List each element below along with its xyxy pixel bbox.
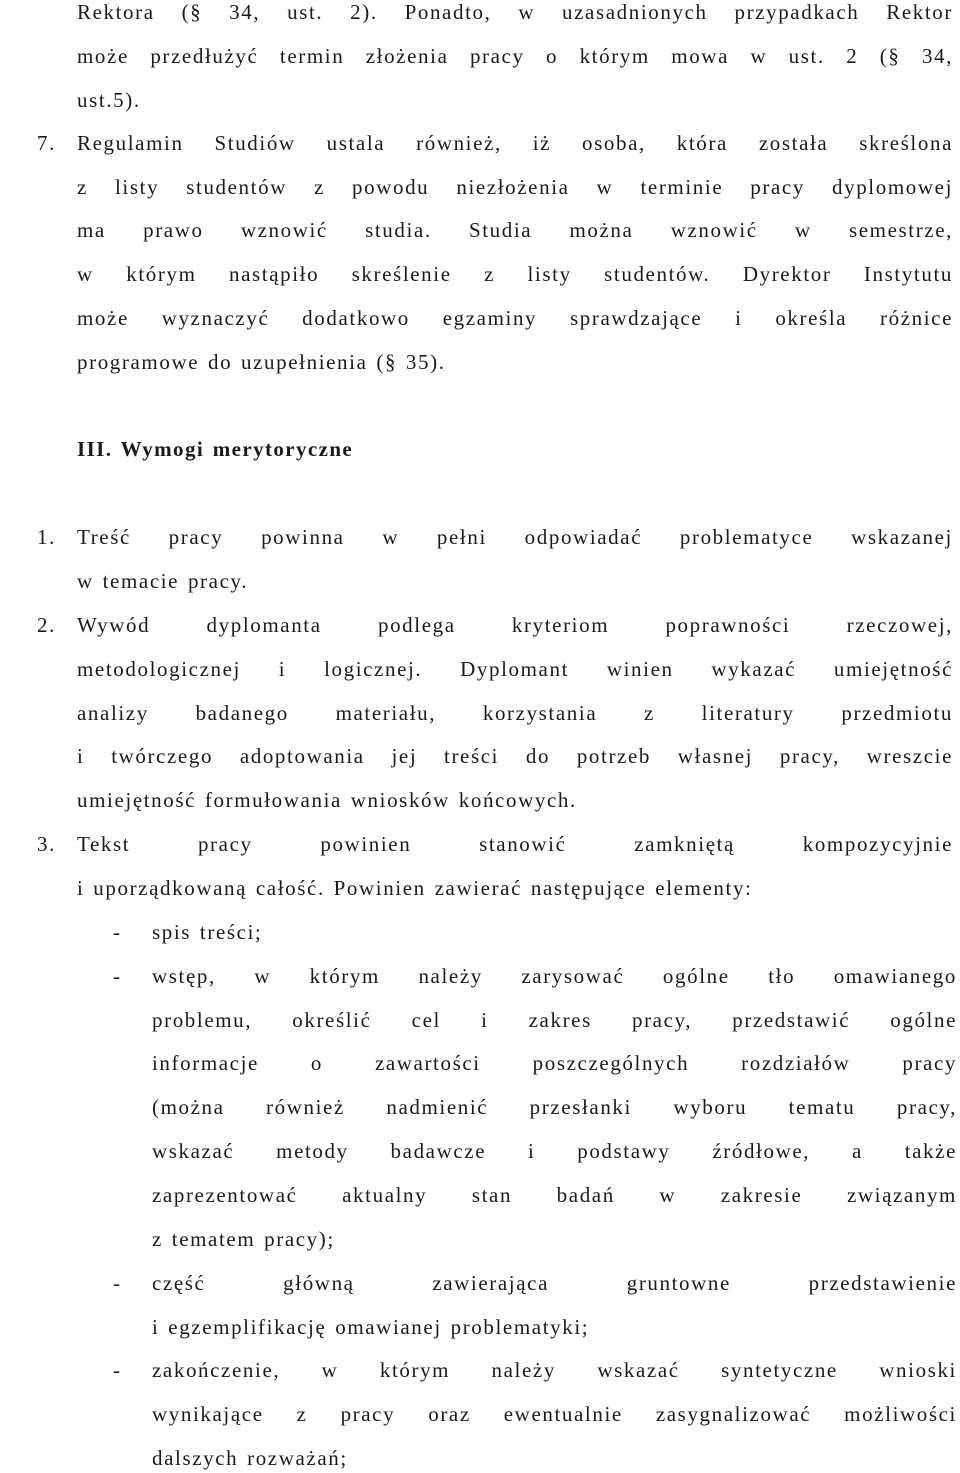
paragraph-line: i twórczego adoptowania jej treści do potrzeb własnej pracy, wreszcie [77, 744, 953, 768]
paragraph-line: spis treści; [152, 920, 263, 944]
paragraph-line: Wywód dyplomanta podlega kryteriom poprawności rzeczowej, [77, 613, 953, 637]
list-dash: - [113, 1271, 122, 1295]
paragraph-line: programowe do uzupełnienia (§ 35). [77, 350, 446, 374]
paragraph-line: metodologicznej i logicznej. Dyplomant winien wykazać umiejętność [77, 657, 953, 681]
paragraph-line: umiejętność formułowania wniosków końcowych. [77, 788, 577, 812]
paragraph-line: ma prawo wznowić studia. Studia można wznowić w semestrze, [77, 218, 953, 242]
paragraph-line: problemu, określić cel i zakres pracy, przedstawić ogólne [152, 1008, 957, 1032]
list-dash: - [113, 920, 122, 944]
paragraph-line: Regulamin Studiów ustala również, iż osoba, która została skreślona [77, 131, 953, 155]
list-dash: - [113, 1358, 122, 1382]
list-number: 2. [37, 613, 56, 637]
list-number: 3. [37, 832, 56, 856]
paragraph-line: (można również nadmienić przesłanki wyboru tematu pracy, [152, 1095, 957, 1119]
list-dash: - [113, 964, 122, 988]
paragraph-line: i uporządkowaną całość. Powinien zawierać następujące elementy: [77, 876, 753, 900]
paragraph-line: może przedłużyć termin złożenia pracy o którym mowa w ust. 2 (§ 34, [77, 44, 953, 68]
paragraph-line: analizy badanego materiału, korzystania z literatury przedmiotu [77, 701, 953, 725]
paragraph-line: w którym nastąpiło skreślenie z listy studentów. Dyrektor Instytutu [77, 262, 953, 286]
paragraph-line: z tematem pracy); [152, 1227, 335, 1251]
paragraph-line: Rektora (§ 34, ust. 2). Ponadto, w uzasadnionych przypadkach Rektor [77, 0, 953, 24]
paragraph-line: z listy studentów z powodu niezłożenia w terminie pracy dyplomowej [77, 175, 953, 199]
paragraph-line: Tekst pracy powinien stanowić zamkniętą kompozycyjnie [77, 832, 953, 856]
paragraph-line: dalszych rozważań; [152, 1446, 348, 1470]
paragraph-line: wynikające z pracy oraz ewentualnie zasygnalizować możliwości [152, 1402, 957, 1426]
list-number: 1. [37, 525, 56, 549]
paragraph-line: ust.5). [77, 88, 141, 112]
paragraph-line: i egzemplifikację omawianej problematyki; [152, 1315, 590, 1339]
paragraph-line: zakończenie, w którym należy wskazać syntetyczne wnioski [152, 1358, 957, 1382]
paragraph-line: wskazać metody badawcze i podstawy źródłowe, a także [152, 1139, 957, 1163]
paragraph-line: może wyznaczyć dodatkowo egzaminy sprawdzające i określa różnice [77, 306, 953, 330]
paragraph-line: część główną zawierająca gruntowne przedstawienie [152, 1271, 957, 1295]
paragraph-line: w temacie pracy. [77, 569, 249, 593]
list-number: 7. [37, 131, 56, 155]
paragraph-line: informacje o zawartości poszczególnych rozdziałów pracy [152, 1051, 957, 1075]
paragraph-line: Treść pracy powinna w pełni odpowiadać problematyce wskazanej [77, 525, 953, 549]
paragraph-line: wstęp, w którym należy zarysować ogólne tło omawianego [152, 964, 957, 988]
paragraph-line: zaprezentować aktualny stan badań w zakresie związanym [152, 1183, 957, 1207]
section-heading: III. Wymogi merytoryczne [77, 437, 354, 461]
